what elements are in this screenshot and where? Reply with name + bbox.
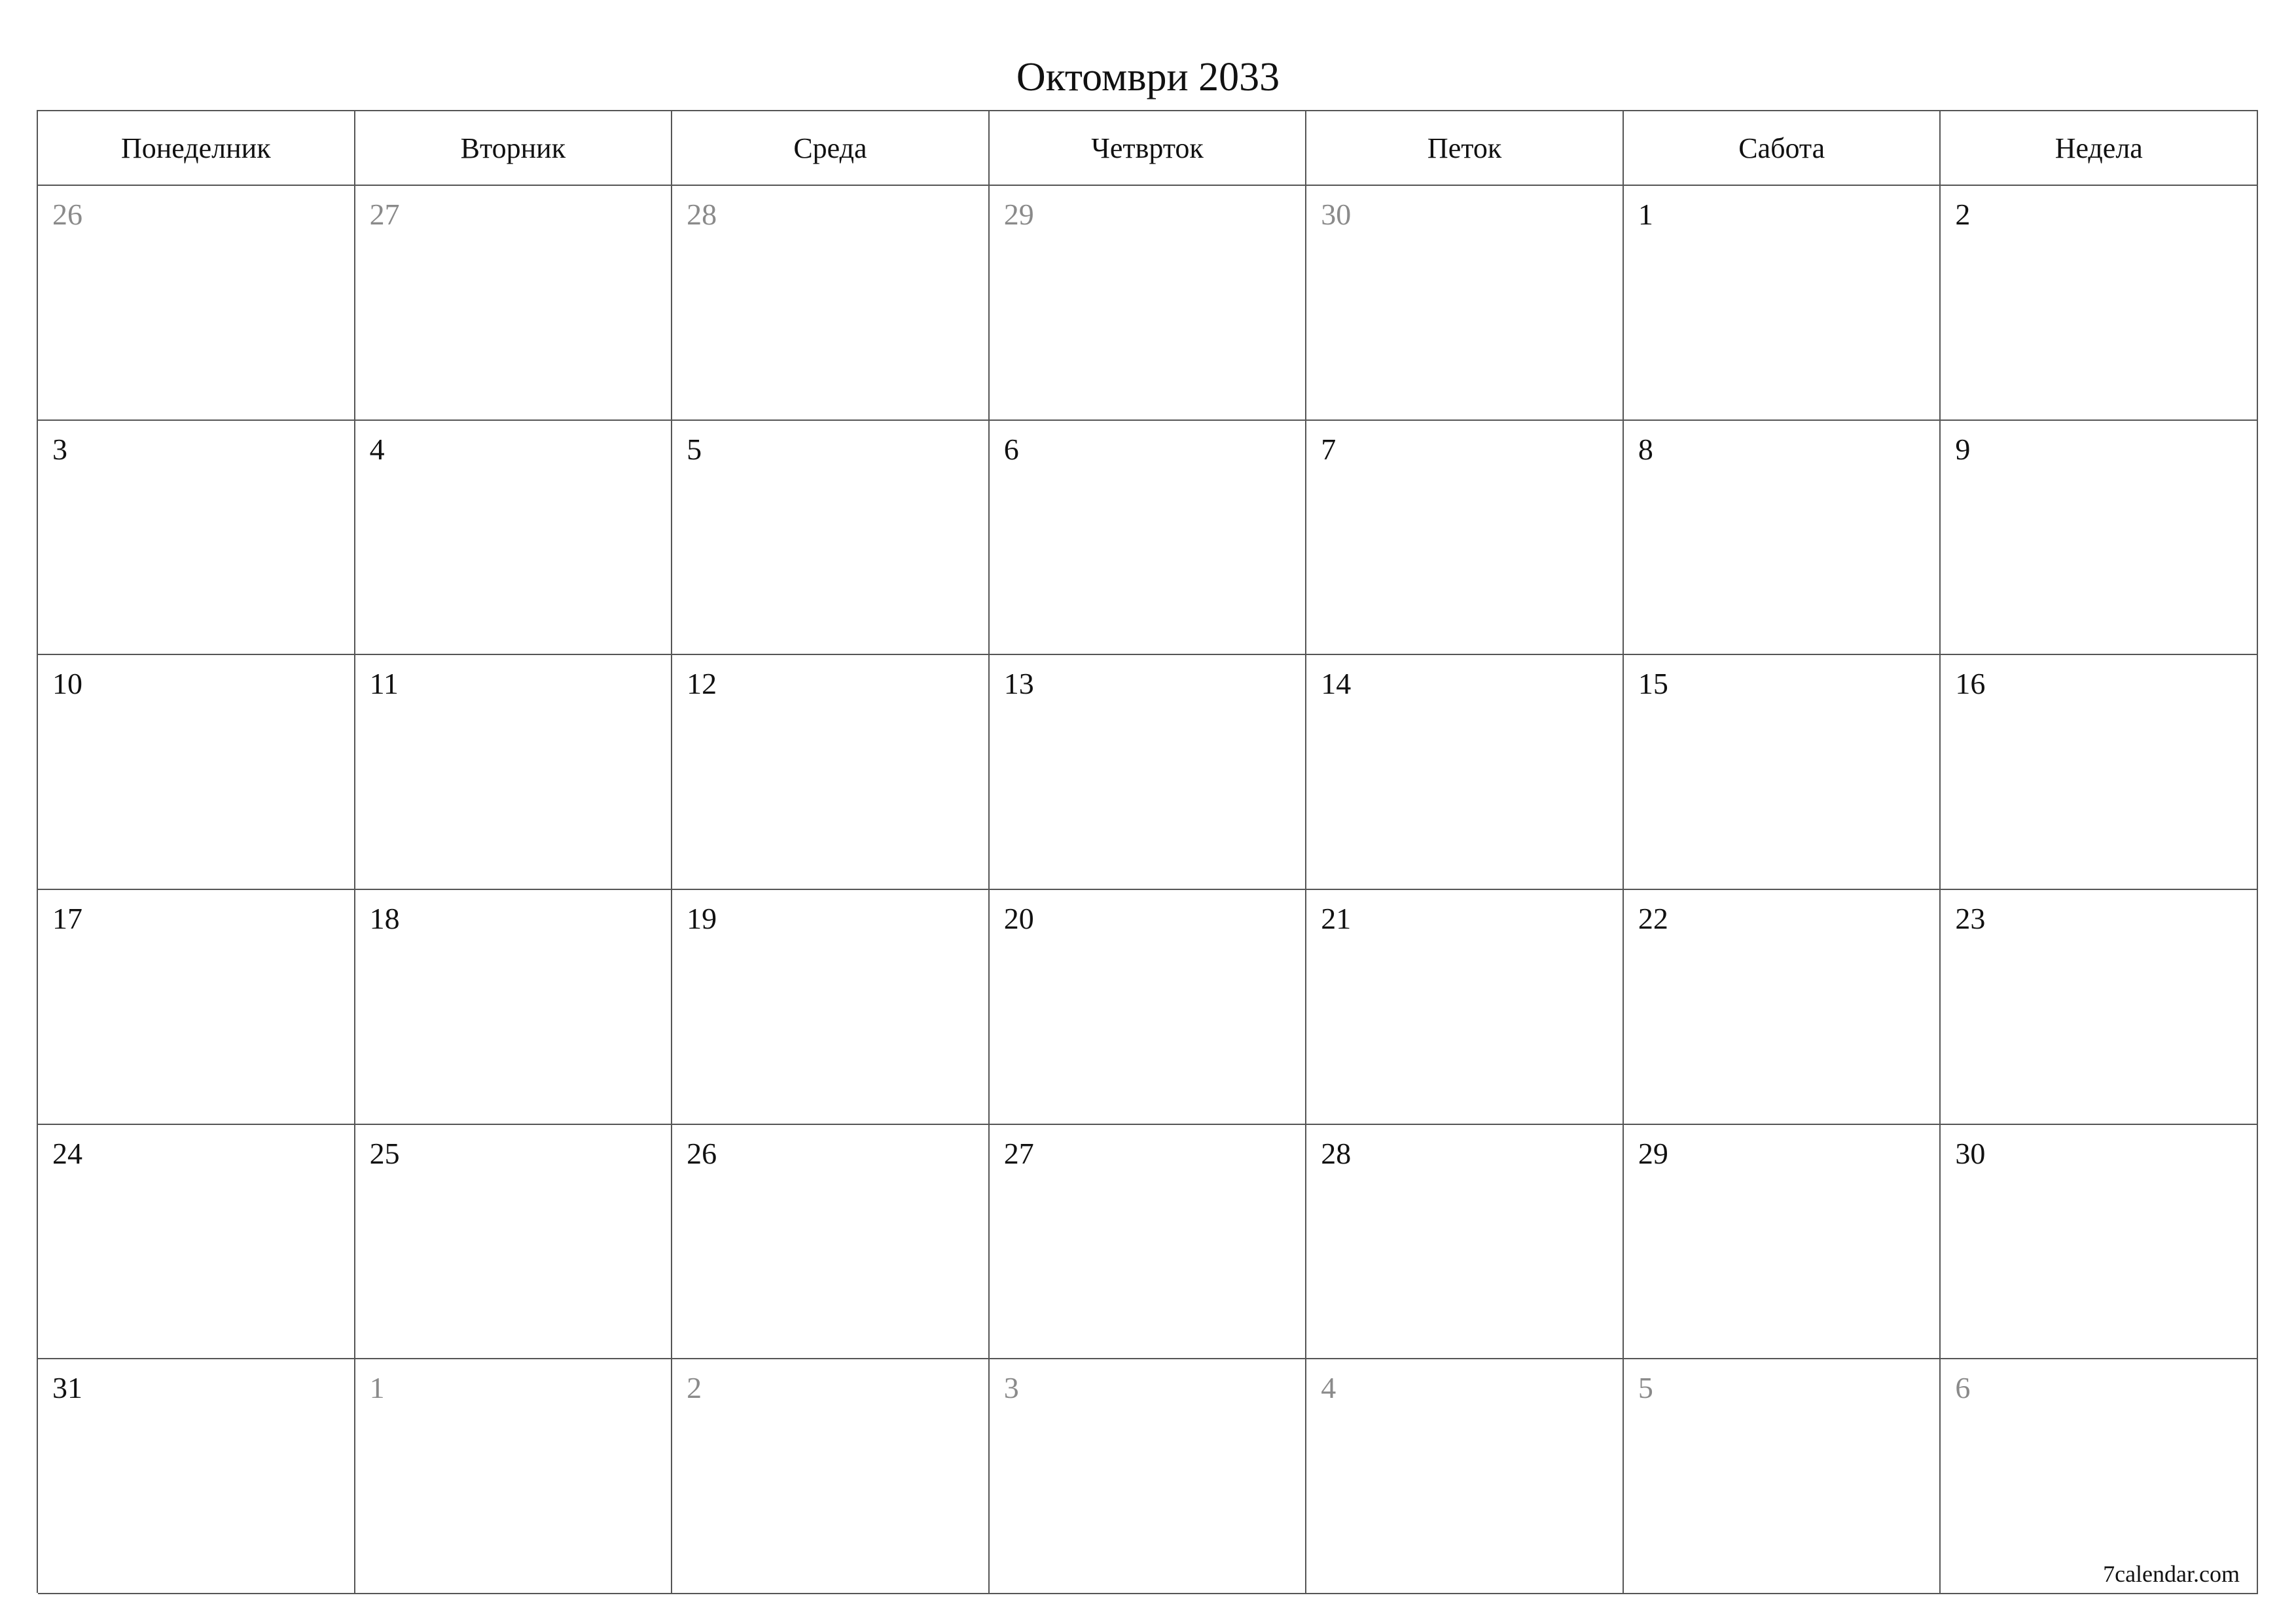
day-number: 28	[687, 198, 717, 231]
day-number: 26	[52, 198, 82, 231]
day-number: 31	[52, 1371, 82, 1405]
day-cell	[1941, 1359, 2258, 1594]
day-cell	[1306, 1359, 1624, 1594]
day-cell	[38, 421, 355, 656]
day-number: 23	[1955, 901, 1986, 935]
day-number: 27	[369, 198, 400, 231]
day-number: 5	[1638, 1371, 1653, 1405]
day-cell	[672, 421, 990, 656]
month-calendar-grid	[37, 110, 2258, 1593]
day-number: 15	[1638, 667, 1668, 701]
day-cell	[672, 655, 990, 890]
day-cell	[672, 186, 990, 421]
day-cell	[1941, 1125, 2258, 1360]
day-number: 26	[687, 1136, 717, 1170]
day-cell	[672, 1125, 990, 1360]
day-cell	[38, 890, 355, 1125]
day-number: 11	[369, 667, 399, 701]
weekday-saturday: Сабота	[1624, 111, 1941, 186]
day-number: 6	[1955, 1371, 1971, 1405]
day-number: 25	[369, 1136, 400, 1170]
day-number: 16	[1955, 667, 1986, 701]
day-number: 27	[1003, 1136, 1034, 1170]
day-number: 3	[1003, 1371, 1019, 1405]
day-cell	[1624, 1359, 1941, 1594]
day-cell	[38, 655, 355, 890]
day-cell	[355, 655, 673, 890]
day-cell	[355, 1359, 673, 1594]
day-cell	[1941, 890, 2258, 1125]
day-number: 24	[52, 1136, 82, 1170]
day-cell	[38, 1125, 355, 1360]
day-cell	[990, 655, 1307, 890]
day-cell	[990, 890, 1307, 1125]
day-number: 1	[1638, 198, 1653, 231]
day-number: 18	[369, 901, 400, 935]
day-number: 21	[1321, 901, 1352, 935]
day-number: 2	[1955, 198, 1971, 231]
day-cell	[1306, 186, 1624, 421]
day-cell	[1624, 890, 1941, 1125]
day-cell	[672, 1359, 990, 1594]
day-cell	[1624, 186, 1941, 421]
day-cell	[355, 1125, 673, 1360]
day-number: 4	[369, 432, 385, 466]
day-number: 3	[52, 432, 67, 466]
day-cell	[1624, 1125, 1941, 1360]
day-cell	[355, 186, 673, 421]
day-number: 19	[687, 901, 717, 935]
day-cell	[672, 890, 990, 1125]
day-number: 30	[1955, 1136, 1986, 1170]
day-cell	[1306, 421, 1624, 656]
day-number: 7	[1321, 432, 1336, 466]
day-number: 1	[369, 1371, 385, 1405]
weekday-tuesday: Вторник	[355, 111, 673, 186]
weekday-wednesday: Среда	[672, 111, 990, 186]
day-number: 5	[687, 432, 702, 466]
day-cell	[1624, 421, 1941, 656]
day-cell	[1624, 655, 1941, 890]
weekday-header-row	[38, 111, 2258, 186]
day-grid	[38, 186, 2258, 1594]
day-number: 9	[1955, 432, 1971, 466]
day-number: 17	[52, 901, 82, 935]
calendar-title: Октомври 2033	[1016, 55, 1280, 99]
day-cell	[990, 421, 1307, 656]
day-number: 14	[1321, 667, 1352, 701]
day-cell	[1306, 890, 1624, 1125]
day-number: 28	[1321, 1136, 1352, 1170]
watermark: 7calendar.com	[2103, 1561, 2240, 1587]
day-number: 29	[1003, 198, 1034, 231]
day-cell	[1306, 1125, 1624, 1360]
day-number: 8	[1638, 432, 1653, 466]
day-cell	[38, 1359, 355, 1594]
day-cell	[1941, 186, 2258, 421]
day-number: 30	[1321, 198, 1352, 231]
day-cell	[1306, 655, 1624, 890]
day-number: 29	[1638, 1136, 1668, 1170]
day-cell	[355, 421, 673, 656]
day-number: 13	[1003, 667, 1034, 701]
weekday-monday: Понеделник	[38, 111, 355, 186]
day-number: 6	[1003, 432, 1019, 466]
day-cell	[990, 1125, 1307, 1360]
weekday-thursday: Четврток	[990, 111, 1307, 186]
day-number: 10	[52, 667, 82, 701]
day-cell	[38, 186, 355, 421]
weekday-friday: Петок	[1306, 111, 1624, 186]
day-cell	[990, 186, 1307, 421]
weekday-sunday: Недела	[1941, 111, 2258, 186]
day-cell	[1941, 655, 2258, 890]
day-number: 4	[1321, 1371, 1336, 1405]
day-number: 20	[1003, 901, 1034, 935]
day-number: 22	[1638, 901, 1668, 935]
day-cell	[355, 890, 673, 1125]
day-number: 2	[687, 1371, 702, 1405]
day-cell	[1941, 421, 2258, 656]
day-number: 12	[687, 667, 717, 701]
day-cell	[990, 1359, 1307, 1594]
